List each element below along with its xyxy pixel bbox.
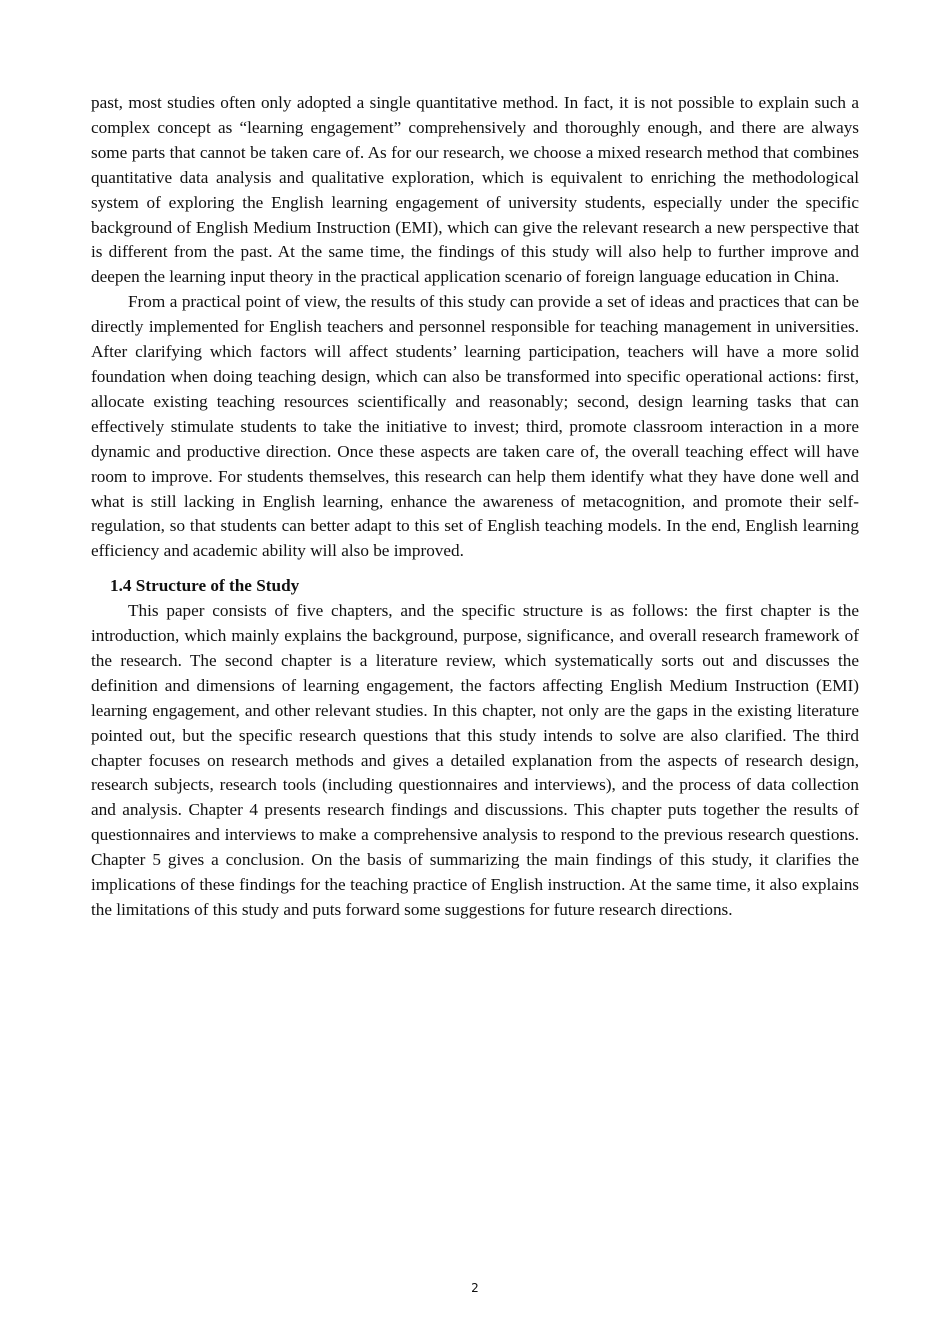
page-number: 2 [471, 1281, 479, 1295]
paragraph-structure-of-study: This paper consists of five chapters, and the specific structure is as follows: the first chapter is the introduction, which mainly explains the background, purpose, significance, and overall research framework of the research. The second chapter is a literature review, which systematically sorts out and discusses the definition and dimensions of learning engagement, the factors affecting English Medium Instruction (EMI) learning engagement, and other relevant studies. In this chapter, not only are the gaps in the existing literature pointed out, but the specific research questions that this study intends to solve are also clarified. The third chapter focuses on research methods and gives a detailed explanation from the aspects of research design, research subjects, research tools (including questionnaires and interviews), and the process of data collection and analysis. Chapter 4 presents research findings and discussions. This chapter puts together the results of questionnaires and interviews to make a comprehensive analysis to respond to the previous research questions. Chapter 5 gives a conclusion. On the basis of summarizing the main findings of this study, it clarifies the implications of these findings for the teaching practice of English instruction. At the same time, it also explains the limitations of this study and puts forward some suggestions for future research directions. [91, 601, 859, 919]
section-heading-structure: 1.4 Structure of the Study [110, 576, 300, 596]
document-page [91, 91, 859, 923]
paragraph-practical-significance: From a practical point of view, the results of this study can provide a set of ideas and practices that can be directly implemented for English teachers and personnel responsible for teaching management in universities. After clarifying which factors will affect students’ learning participation, teachers will have a more solid foundation when doing teaching design, which can also be transformed into specific operational actions: first, allocate existing teaching resources scientifically and reasonably; second, design learning tasks that can effectively stimulate students to take the initiative to invest; third, promote classroom interaction in a more dynamic and productive direction. Once these aspects are taken care of, the overall teaching effect will have room to improve. For students themselves, this research can help them identify what they have done well and what is still lacking in English learning, enhance the awareness of metacognition, and promote their self-regulation, so that students can better adapt to this set of English teaching models. In the end, English learning efficiency and academic ability will also be improved. [91, 292, 859, 561]
paragraph-research-method-significance: past, most studies often only adopted a single quantitative method. In fact, it is not possible to explain such a complex concept as “learning engagement” comprehensively and thoroughly enough, and there are always some parts that cannot be taken care of. As for our research, we choose a mixed research method that combines quantitative data analysis and qualitative exploration, which is equivalent to enriching the methodological system of exploring the English learning engagement of university students, especially under the specific background of English Medium Instruction (EMI), which can give the relevant research a new perspective that is different from the past. At the same time, the findings of this study will also help to further improve and deepen the learning input theory in the practical application scenario of foreign language education in China. [91, 93, 859, 287]
